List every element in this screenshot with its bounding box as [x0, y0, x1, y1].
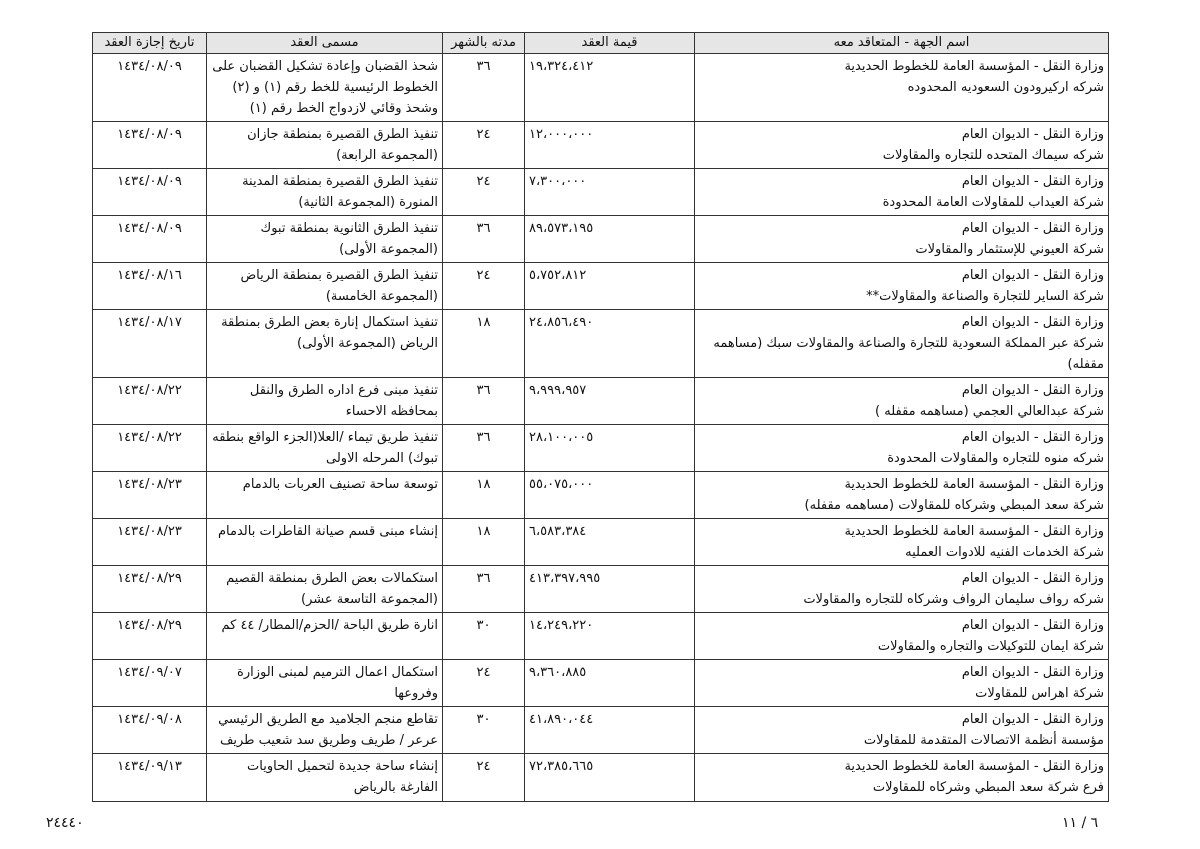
- entity-contractor: شركه اركيرودون السعوديه المحدوده: [907, 80, 1104, 95]
- cell-value: ١٢،٠٠٠،٠٠٠: [525, 122, 695, 169]
- cell-entity: [695, 54, 1109, 122]
- entity-contractor: شركة الخدمات الفنيه للادوات العمليه: [905, 545, 1104, 560]
- entity-ministry: وزارة النقل - الديوان العام: [961, 618, 1104, 633]
- table-row: [93, 122, 1109, 169]
- cell-entity: [695, 378, 1109, 425]
- table-row: [93, 519, 1109, 566]
- cell-value: ٧٢،٣٨٥،٦٦٥: [525, 754, 695, 802]
- cell-value: ١٤،٢٤٩،٢٢٠: [525, 613, 695, 660]
- table-row: [93, 566, 1109, 613]
- cell-duration: ٣٠: [443, 613, 525, 660]
- cell-contract-name: تنفيذ الطرق القصيرة بمنطقة الرياض (المجموعة الخامسة): [207, 263, 443, 310]
- contracts-table: [92, 32, 1109, 802]
- header-entity: اسم الجهة - المتعاقد معه: [695, 33, 1109, 54]
- cell-date: ١٤٣٤/٠٨/٠٩: [93, 122, 207, 169]
- cell-entity: [695, 754, 1109, 802]
- cell-entity: [695, 263, 1109, 310]
- cell-duration: ٣٦: [443, 425, 525, 472]
- header-value: قيمة العقد: [525, 33, 695, 54]
- entity-contractor: شركة العيوني للإستثمار والمقاولات: [915, 242, 1104, 257]
- entity-ministry: وزارة النقل - الديوان العام: [961, 712, 1104, 727]
- entity-contractor: شركه سيماك المتحده للتجاره والمقاولات: [882, 148, 1104, 163]
- entity-contractor: شركة الساير للتجارة والصناعة والمقاولات**: [866, 289, 1104, 304]
- cell-duration: ٢٤: [443, 122, 525, 169]
- table-row: [93, 613, 1109, 660]
- footer-page-number: ٦ / ١١: [1062, 815, 1099, 831]
- entity-ministry: وزارة النقل - الديوان العام: [961, 430, 1104, 445]
- cell-duration: ٣٦: [443, 216, 525, 263]
- cell-date: ١٤٣٤/٠٨/٢٣: [93, 472, 207, 519]
- cell-value: ٧،٣٠٠،٠٠٠: [525, 169, 695, 216]
- entity-ministry: وزارة النقل - المؤسسة العامة للخطوط الحديدية: [844, 524, 1104, 539]
- entity-contractor: شركة العيداب للمقاولات العامة المحدودة: [882, 195, 1104, 210]
- cell-contract-name: شحذ القضبان وإعادة تشكيل القضبان على الخطوط الرئيسية للخط رقم (١) و (٢) وشحذ وقائي لازدواج الخط رقم (١): [207, 54, 443, 122]
- entity-contractor: شركة سعد المبطي وشركاه للمقاولات (مساهمه مقفله): [804, 498, 1104, 513]
- cell-duration: ٢٤: [443, 263, 525, 310]
- cell-value: ١٩،٣٢٤،٤١٢: [525, 54, 695, 122]
- cell-contract-name: تنفيذ مبنى فرع اداره الطرق والنقل بمحافظه الاحساء: [207, 378, 443, 425]
- cell-duration: ١٨: [443, 519, 525, 566]
- entity-ministry: وزارة النقل - الديوان العام: [961, 315, 1104, 330]
- cell-value: ٢٨،١٠٠،٠٠٥: [525, 425, 695, 472]
- cell-contract-name: توسعة ساحة تصنيف العربات بالدمام: [207, 472, 443, 519]
- cell-value: ٨٩،٥٧٣،١٩٥: [525, 216, 695, 263]
- cell-date: ١٤٣٤/٠٩/٠٧: [93, 660, 207, 707]
- entity-contractor: شركه رواف سليمان الرواف وشركاه للتجاره والمقاولات: [803, 592, 1104, 607]
- entity-ministry: وزارة النقل - المؤسسة العامة للخطوط الحديدية: [844, 477, 1104, 492]
- cell-value: ٥،٧٥٢،٨١٢: [525, 263, 695, 310]
- entity-contractor: شركه منوه للتجاره والمقاولات المحدودة: [887, 451, 1104, 466]
- cell-date: ١٤٣٤/٠٨/٢٢: [93, 378, 207, 425]
- cell-date: ١٤٣٤/٠٨/٢٣: [93, 519, 207, 566]
- cell-contract-name: تقاطع منجم الجلاميد مع الطريق الرئيسي عرعر / طريف وطريق سد شعيب طريف: [207, 707, 443, 754]
- cell-entity: [695, 566, 1109, 613]
- entity-contractor: مؤسسة أنظمة الاتصالات المتقدمة للمقاولات: [863, 733, 1104, 748]
- cell-contract-name: انارة طريق الباحة /الحزم/المطار/ ٤٤ كم: [207, 613, 443, 660]
- cell-date: ١٤٣٤/٠٨/١٦: [93, 263, 207, 310]
- table-row: [93, 54, 1109, 122]
- cell-duration: ٣٠: [443, 707, 525, 754]
- cell-date: ١٤٣٤/٠٨/٠٩: [93, 169, 207, 216]
- cell-contract-name: استكمالات بعض الطرق بمنطقة القصيم (المجموعة التاسعة عشر): [207, 566, 443, 613]
- cell-date: ١٤٣٤/٠٨/٢٩: [93, 566, 207, 613]
- cell-entity: [695, 660, 1109, 707]
- cell-value: ٢٤،٨٥٦،٤٩٠: [525, 310, 695, 378]
- cell-entity: [695, 310, 1109, 378]
- entity-ministry: وزارة النقل - المؤسسة العامة للخطوط الحديدية: [844, 59, 1104, 74]
- entity-contractor: شركة ايمان للتوكيلات والتجاره والمقاولات: [877, 639, 1104, 654]
- cell-date: ١٤٣٤/٠٩/٠٨: [93, 707, 207, 754]
- header-row: [93, 33, 1109, 54]
- entity-contractor: شركة اهراس للمقاولات: [975, 686, 1104, 701]
- cell-entity: [695, 472, 1109, 519]
- cell-contract-name: تنفيذ الطرق الثانوية بمنطقة تبوك (المجموعة الأولى): [207, 216, 443, 263]
- cell-duration: ١٨: [443, 472, 525, 519]
- cell-duration: ٢٤: [443, 754, 525, 802]
- table-row: [93, 169, 1109, 216]
- cell-contract-name: استكمال اعمال الترميم لمبنى الوزارة وفروعها: [207, 660, 443, 707]
- cell-value: ٦،٥٨٣،٣٨٤: [525, 519, 695, 566]
- table-row: [93, 378, 1109, 425]
- entity-ministry: وزارة النقل - الديوان العام: [961, 174, 1104, 189]
- cell-date: ١٤٣٤/٠٨/٠٩: [93, 54, 207, 122]
- cell-duration: ٢٤: [443, 169, 525, 216]
- cell-date: ١٤٣٤/٠٨/١٧: [93, 310, 207, 378]
- cell-duration: ٣٦: [443, 566, 525, 613]
- table-row: [93, 707, 1109, 754]
- cell-contract-name: إنشاء مبنى قسم صيانة القاطرات بالدمام: [207, 519, 443, 566]
- cell-entity: [695, 519, 1109, 566]
- header-name: مسمى العقد: [207, 33, 443, 54]
- header-date: تاريخ إجازة العقد: [93, 33, 207, 54]
- table-row: [93, 216, 1109, 263]
- cell-contract-name: تنفيذ استكمال إنارة بعض الطرق بمنطقة الرياض (المجموعة الأولى): [207, 310, 443, 378]
- entity-contractor: شركة عبر المملكة السعودية للتجارة والصناعة والمقاولات سبك (مساهمه مقفله): [713, 336, 1104, 372]
- entity-ministry: وزارة النقل - الديوان العام: [961, 665, 1104, 680]
- table-row: [93, 425, 1109, 472]
- cell-contract-name: تنفيذ الطرق القصيرة بمنطقة المدينة المنورة (المجموعة الثانية): [207, 169, 443, 216]
- entity-ministry: وزارة النقل - الديوان العام: [961, 571, 1104, 586]
- entity-ministry: وزارة النقل - الديوان العام: [961, 127, 1104, 142]
- table-row: [93, 263, 1109, 310]
- table-row: [93, 472, 1109, 519]
- cell-duration: ٢٤: [443, 660, 525, 707]
- cell-value: ٤١،٨٩٠،٠٤٤: [525, 707, 695, 754]
- cell-duration: ٣٦: [443, 378, 525, 425]
- cell-value: ٩،٣٦٠،٨٨٥: [525, 660, 695, 707]
- cell-date: ١٤٣٤/٠٨/٢٢: [93, 425, 207, 472]
- cell-entity: [695, 216, 1109, 263]
- cell-entity: [695, 425, 1109, 472]
- cell-contract-name: تنفيذ طريق تيماء /العلا(الجزء الواقع بنطقه تبوك) المرحله الاولى: [207, 425, 443, 472]
- table-row: [93, 310, 1109, 378]
- cell-entity: [695, 613, 1109, 660]
- cell-value: ٥٥،٠٧٥،٠٠٠: [525, 472, 695, 519]
- entity-contractor: فرع شركة سعد المبطي وشركاه للمقاولات: [872, 780, 1104, 795]
- cell-value: ٩،٩٩٩،٩٥٧: [525, 378, 695, 425]
- table-row: [93, 754, 1109, 802]
- cell-value: ٤١٣،٣٩٧،٩٩٥: [525, 566, 695, 613]
- cell-duration: ٣٦: [443, 54, 525, 122]
- cell-contract-name: تنفيذ الطرق القصيرة بمنطقة جازان (المجموعة الرابعة): [207, 122, 443, 169]
- cell-date: ١٤٣٤/٠٩/١٣: [93, 754, 207, 802]
- entity-ministry: وزارة النقل - الديوان العام: [961, 383, 1104, 398]
- cell-date: ١٤٣٤/٠٨/٠٩: [93, 216, 207, 263]
- footer-reference-number: ٢٤٤٤٠: [46, 815, 84, 831]
- cell-entity: [695, 707, 1109, 754]
- table-row: [93, 660, 1109, 707]
- cell-duration: ١٨: [443, 310, 525, 378]
- entity-contractor: شركة عبدالعالي العجمي (مساهمه مقفله ): [875, 404, 1104, 419]
- header-duration: مدته بالشهر: [443, 33, 525, 54]
- entity-ministry: وزارة النقل - الديوان العام: [961, 268, 1104, 283]
- cell-entity: [695, 122, 1109, 169]
- cell-contract-name: إنشاء ساحة جديدة لتحميل الحاويات الفارغة بالرياض: [207, 754, 443, 802]
- entity-ministry: وزارة النقل - الديوان العام: [961, 221, 1104, 236]
- entity-ministry: وزارة النقل - المؤسسة العامة للخطوط الحديدية: [844, 759, 1104, 774]
- cell-date: ١٤٣٤/٠٨/٢٩: [93, 613, 207, 660]
- cell-entity: [695, 169, 1109, 216]
